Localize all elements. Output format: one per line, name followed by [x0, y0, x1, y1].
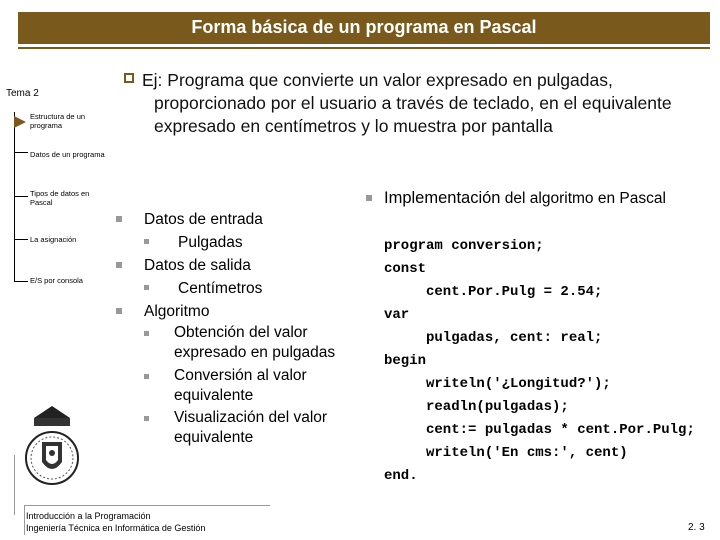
footer-side-line: [14, 455, 15, 515]
crest-center: [49, 450, 55, 456]
sidebar-item-es-consola[interactable]: E/S por consola: [30, 276, 83, 285]
sidebar-branch: [14, 239, 28, 240]
sidebar-item-estructura[interactable]: Estructura de un programa: [30, 112, 86, 130]
crest-crown: [34, 406, 70, 418]
bullet-icon: [116, 216, 122, 222]
footer-degree: Ingeniería Técnica en Informática de Gestión: [26, 523, 206, 533]
sidebar-branch: [14, 281, 28, 282]
bullet-icon: [144, 416, 149, 421]
title-underline: [18, 47, 710, 49]
code-line: var: [384, 307, 410, 323]
list-item-algoritmo: Algoritmo: [144, 303, 210, 320]
sidebar-branch: [14, 152, 28, 153]
list-item-conversion: Conversión al valor equivalente: [174, 367, 307, 404]
code-line: readln(pulgadas);: [384, 399, 569, 415]
bullet-icon: [366, 195, 372, 201]
university-crest-icon: [24, 400, 80, 496]
list-item-obtencion: Obtención del valor expresado en pulgadas: [174, 324, 336, 361]
bullet-icon: [144, 374, 149, 379]
list-item-visualizacion: Visualización del valor equivalente: [174, 409, 328, 446]
code-line: cent.Por.Pulg = 2.54;: [384, 284, 603, 300]
bullet-icon: [116, 308, 122, 314]
sidebar-item-asignacion[interactable]: La asignación: [30, 235, 77, 244]
list-item-centimetros: Centímetros: [178, 280, 263, 297]
crest-crown-band: [34, 418, 70, 426]
code-line: writeln('¿Longitud?');: [384, 376, 611, 392]
footer-divider: [24, 505, 270, 506]
implementation-heading-bold: Implementación: [384, 189, 501, 207]
sidebar-item-datos[interactable]: Datos de un programa: [30, 150, 105, 159]
bullet-icon: [144, 239, 149, 244]
code-line: const: [384, 261, 427, 277]
slide-title: Forma básica de un programa en Pascal: [191, 17, 537, 37]
list-item-entrada: Datos de entrada: [144, 211, 263, 228]
code-line: end.: [384, 468, 418, 484]
footer-course: Introducción a la Programación: [26, 511, 151, 521]
code-line: program conversion;: [384, 238, 544, 254]
list-item-salida: Datos de salida: [144, 257, 251, 274]
list-item-pulgadas: Pulgadas: [178, 234, 243, 251]
intro-text: Ej: Programa que convierte un valor expresado en pulgadas, proporcionado por el usuario a través de teclado, en el equivalente expresado en centímetros y lo muestra por pantalla: [142, 70, 672, 136]
bullet-icon: [144, 331, 149, 336]
code-line: begin: [384, 353, 427, 369]
sidebar-tema: Tema 2: [6, 88, 39, 99]
pascal-code: [384, 212, 695, 511]
sidebar-branch: [14, 196, 28, 197]
footer-vline: [24, 505, 25, 535]
sidebar-line: [14, 112, 15, 282]
bullet-icon: [116, 262, 122, 268]
sidebar-item-tipos[interactable]: Tipos de datos en Pascal: [30, 189, 90, 207]
implementation-heading-rest: del algoritmo en Pascal: [500, 190, 666, 207]
code-line: writeln('En cms:', cent): [384, 445, 628, 461]
code-line: pulgadas, cent: real;: [384, 330, 603, 346]
title-bar: [18, 12, 710, 44]
checkbox-bullet-icon: [124, 73, 134, 83]
code-line: cent:= pulgadas * cent.Por.Pulg;: [384, 422, 695, 438]
page-number: 2. 3: [688, 522, 705, 533]
current-section-arrow-icon: [14, 116, 26, 128]
bullet-icon: [144, 285, 149, 290]
implementation-heading: [384, 189, 666, 208]
